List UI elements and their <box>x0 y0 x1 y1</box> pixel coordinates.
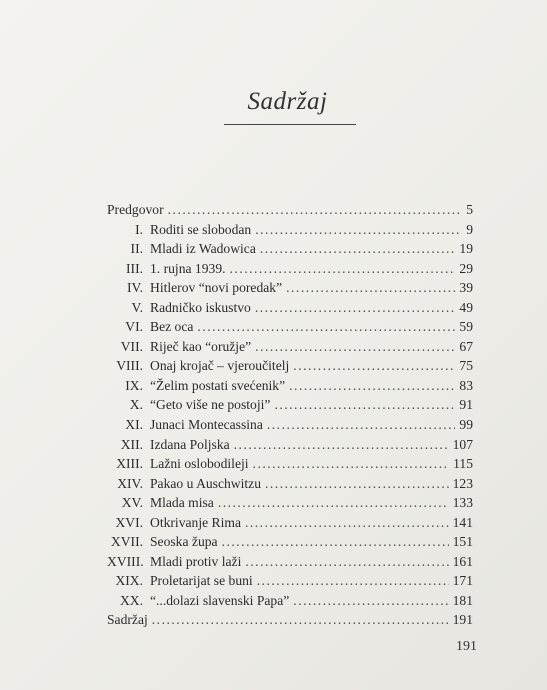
toc-entry-title: Mladi protiv laži <box>150 553 242 569</box>
toc-entry-page: 83 <box>459 377 473 393</box>
toc-leader-dots <box>234 435 449 455</box>
toc-entry-page: 75 <box>459 358 473 374</box>
toc-entry-page: 91 <box>459 397 473 413</box>
page-title: Sadržaj <box>247 88 328 115</box>
toc-leader-dots <box>293 356 455 376</box>
toc-entry <box>107 395 473 415</box>
toc-entry-page: 161 <box>452 553 473 569</box>
toc-entry-page: 19 <box>459 241 473 257</box>
toc-entry-number: I. <box>135 221 143 237</box>
toc-entry <box>107 317 473 337</box>
toc-leader-dots <box>218 493 449 513</box>
toc-entry-page: 29 <box>459 260 473 276</box>
toc-entry-number: XII. <box>120 436 143 452</box>
toc-entry <box>107 356 473 376</box>
toc-entry-page: 9 <box>466 221 473 237</box>
toc-leader-dots <box>265 474 449 494</box>
toc-entry-title: Onaj krojač – vjeroučitelj <box>150 358 290 374</box>
toc-entry-title: Predgovor <box>107 202 164 217</box>
page-number: 191 <box>456 639 477 654</box>
toc-leader-dots <box>274 395 455 415</box>
toc-leader-dots <box>152 610 449 630</box>
toc-entry-page: 171 <box>452 573 473 589</box>
toc-entry-title: Mladi iz Wadowica <box>150 241 256 257</box>
toc-leader-dots <box>286 278 455 298</box>
toc-entry-title: Hitlerov “novi poredak” <box>150 280 283 296</box>
toc-entry <box>107 337 473 357</box>
toc-entry-title: Proletarijat se buni <box>150 573 253 589</box>
toc-entry-number: II. <box>130 241 143 257</box>
toc-entry <box>107 454 473 474</box>
toc-entry-page: 141 <box>452 514 473 530</box>
toc-entry-title: “...dolazi slavenski Papa” <box>150 592 290 608</box>
toc-leader-dots <box>293 591 448 611</box>
toc-entry <box>107 591 473 611</box>
toc-entry-title: Sadržaj <box>107 612 148 628</box>
toc-entry <box>107 278 473 298</box>
toc-entry-page: 151 <box>452 534 473 550</box>
toc-leader-dots <box>267 415 456 435</box>
toc-entry-title: Bez oca <box>150 319 194 335</box>
toc-entry <box>107 571 473 591</box>
toc-entry-number: XIII. <box>116 456 143 472</box>
toc-entry-page: 59 <box>459 319 473 335</box>
toc-entry-page: 133 <box>452 495 473 511</box>
toc-entry <box>107 376 473 396</box>
toc-entry-title: “Želim postati svećenik” <box>150 377 286 393</box>
toc-entry-number: IV. <box>127 280 143 296</box>
toc-entry <box>107 220 473 240</box>
toc-entry-number: XX. <box>119 592 143 608</box>
toc-leader-dots <box>168 200 463 220</box>
toc-entry-number: IX. <box>125 377 143 393</box>
toc-leader-dots <box>245 552 448 572</box>
toc-leader-dots <box>197 317 455 337</box>
toc-entry-title: Radničko iskustvo <box>150 299 251 315</box>
toc-entry-page: 123 <box>452 475 473 491</box>
toc-entry <box>107 259 473 279</box>
toc-entry-title: 1. rujna 1939. <box>150 260 226 276</box>
toc-entry <box>107 474 473 494</box>
toc-entry-page: 191 <box>452 612 473 628</box>
toc-entry-number: XIX. <box>115 573 143 589</box>
toc-entry <box>107 239 473 259</box>
toc-leader-dots <box>222 532 449 552</box>
toc-entry-number: VII. <box>120 338 143 354</box>
toc-entry <box>107 513 473 533</box>
toc-entry-page: 5 <box>466 202 473 217</box>
title-underline <box>224 124 356 125</box>
toc-entry-title: Lažni oslobodileji <box>150 456 249 472</box>
toc-entry <box>107 435 473 455</box>
toc-entry <box>107 532 473 552</box>
toc-entry <box>107 610 473 630</box>
toc-leader-dots <box>257 571 449 591</box>
toc-entry-number: VIII. <box>116 358 143 374</box>
toc-entry-page: 67 <box>459 338 473 354</box>
toc-entry-title: “Geto više ne postoji” <box>150 397 271 413</box>
toc-entry-title: Junaci Montecassina <box>150 417 263 433</box>
toc-entry-number: XI. <box>125 417 143 433</box>
toc-entry-page: 99 <box>459 417 473 433</box>
toc-entry <box>107 200 473 220</box>
toc-entry-page: 181 <box>452 592 473 608</box>
toc-entry <box>107 415 473 435</box>
toc-entry <box>107 493 473 513</box>
toc-entry-title: Riječ kao “oružje” <box>150 338 252 354</box>
toc-entry-title: Mlada misa <box>150 495 214 511</box>
toc-entry-page: 39 <box>459 280 473 296</box>
toc-entry-number: XIV. <box>117 475 143 491</box>
toc-entry-title: Pakao u Auschwitzu <box>150 475 261 491</box>
toc-entry-number: XVIII. <box>107 553 144 569</box>
toc-entry-title: Seoska župa <box>150 534 218 550</box>
toc-entry-page: 115 <box>453 456 473 472</box>
toc-leader-dots <box>289 376 455 396</box>
toc-leader-dots <box>255 337 455 357</box>
toc-entry-number: XVI. <box>115 514 143 530</box>
toc-entry <box>107 552 473 572</box>
toc-entry-number: XVII. <box>110 534 143 550</box>
toc-entry-number: III. <box>126 260 143 276</box>
toc-entry-number: V. <box>131 299 143 315</box>
toc-leader-dots <box>255 298 456 318</box>
toc-leader-dots <box>253 454 450 474</box>
toc-entry-title: Otkrivanje Rima <box>150 514 241 530</box>
toc-entry-title: Roditi se slobodan <box>150 221 252 237</box>
toc-entry <box>107 298 473 318</box>
toc-leader-dots <box>260 239 456 259</box>
toc-leader-dots <box>245 513 449 533</box>
toc-entry-page: 49 <box>459 299 473 315</box>
table-of-contents <box>107 200 473 630</box>
toc-leader-dots <box>230 259 456 279</box>
toc-leader-dots <box>255 220 462 240</box>
toc-entry-title: Izdana Poljska <box>150 436 230 452</box>
toc-entry-number: XV. <box>121 495 143 511</box>
toc-entry-number: VI. <box>125 319 143 335</box>
toc-entry-number: X. <box>129 397 143 413</box>
toc-entry-page: 107 <box>452 436 473 452</box>
